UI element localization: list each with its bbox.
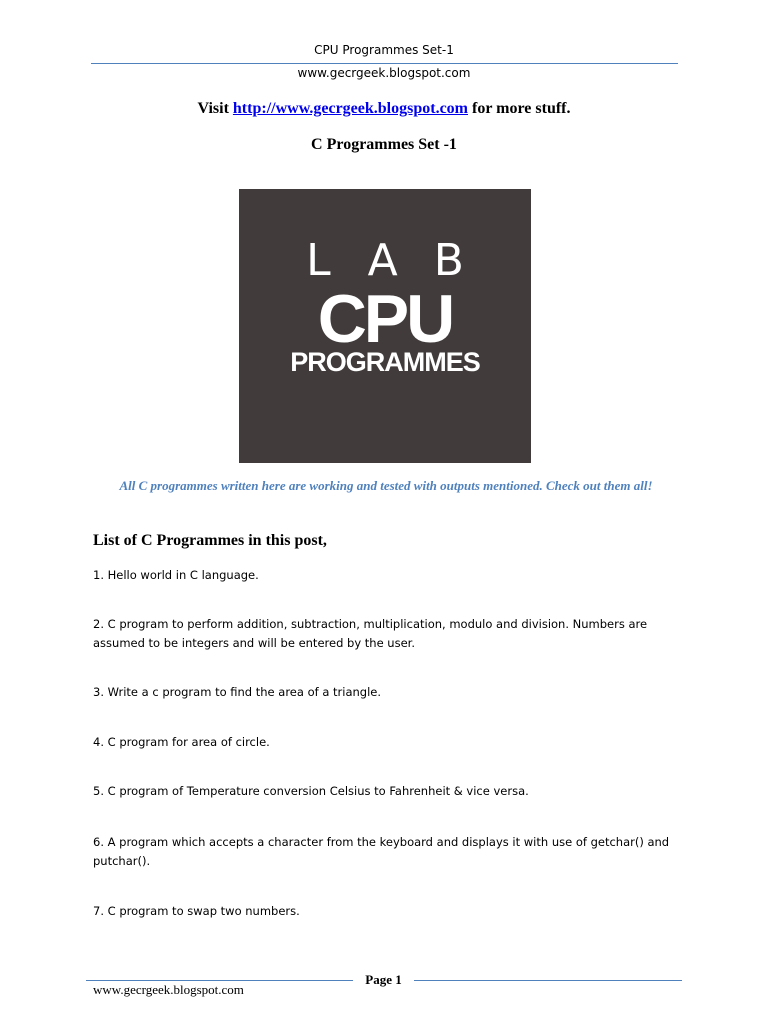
footer-url: www.gecrgeek.blogspot.com <box>93 982 244 997</box>
list-item: 2. C program to perform addition, subtraction, multiplication, modulo and division. Numbers are assumed to be integers and will be entered by the user. <box>93 617 648 650</box>
list-heading: List of C Programmes in this post, <box>93 532 327 549</box>
list-item: 6. A program which accepts a character from the keyboard and displays it with use of getchar() and putchar(). <box>93 835 670 868</box>
visit-prefix: Visit <box>197 100 233 117</box>
visit-line <box>0 100 768 118</box>
list-item: 7. C program to swap two numbers. <box>93 904 300 918</box>
list-item: 3. Write a c program to find the area of a triangle. <box>93 685 382 699</box>
lab-cpu-programmes-logo <box>239 189 531 463</box>
footer-divider-right <box>414 980 682 981</box>
list-item: 4. C program for area of circle. <box>93 735 270 749</box>
logo-lab-text: LAB <box>306 235 500 286</box>
logo-cpu-text: CPU <box>317 281 453 357</box>
list-item: 1. Hello world in C language. <box>93 568 259 582</box>
visit-suffix: for more stuff. <box>468 100 571 117</box>
page-number: Page 1 <box>365 972 402 987</box>
header-title: CPU Programmes Set-1 <box>314 43 454 57</box>
footer-divider-left <box>86 980 353 981</box>
header-divider <box>91 63 678 64</box>
list-item: 5. C program of Temperature conversion Celsius to Fahrenheit & vice versa. <box>93 784 529 798</box>
header-url: www.gecrgeek.blogspot.com <box>297 66 471 80</box>
logo-programmes-text: PROGRAMMES <box>290 347 480 377</box>
intro-caption: All C programmes written here are working and tested with outputs mentioned. Check out them all! <box>119 478 653 493</box>
blog-link[interactable]: http://www.gecrgeek.blogspot.com <box>232 100 468 117</box>
document-subtitle: C Programmes Set -1 <box>311 136 457 153</box>
